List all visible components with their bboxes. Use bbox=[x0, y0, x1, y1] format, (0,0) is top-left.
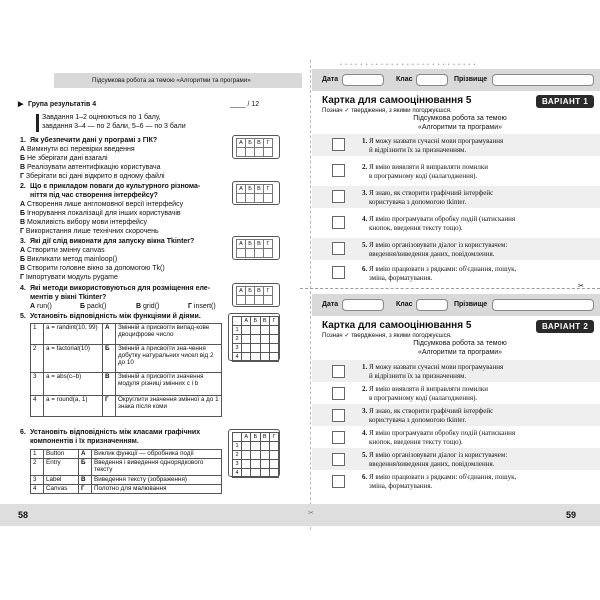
cut-line bbox=[300, 288, 600, 289]
q3-answer-box[interactable]: А Б В Г bbox=[232, 236, 280, 260]
left-page-number: 58 bbox=[18, 510, 29, 520]
q6-answer-grid[interactable]: А Б В Г 1 2 3 4 bbox=[228, 429, 280, 477]
checkbox-v1-5[interactable] bbox=[332, 242, 345, 255]
q6-number: 6. bbox=[20, 429, 26, 436]
page-fold-line bbox=[310, 60, 311, 530]
score-blank: ____ / 12 bbox=[230, 101, 260, 108]
date-field-2[interactable] bbox=[342, 299, 384, 311]
checkbox-v2-3[interactable] bbox=[332, 409, 345, 422]
stmt-v2-4: 4. Я вмію програмувати обробку подій (натискання кнопок, введення тексту тощо). bbox=[362, 429, 516, 446]
scissors-bottom-icon: ✂ bbox=[308, 510, 314, 517]
stmt-v2-5: 5. Я вмію організовувати діалог із користувачем: введення/виведення даних, повідомлення. bbox=[362, 451, 508, 468]
variant-1-badge: ВАРІАНТ 1 bbox=[536, 95, 594, 108]
checkbox-v1-4[interactable] bbox=[332, 216, 345, 229]
scoring-bar bbox=[36, 114, 39, 132]
q4-number: 4. bbox=[20, 285, 26, 292]
stmt-v1-4: 4. Я вмію програмувати обробку подій (натискання кнопок, введення тексту тощо). bbox=[362, 215, 516, 232]
stmt-v1-1: 1. Я можу назвати сучасні мови програмування й відрізнити їх за призначенням. bbox=[362, 137, 504, 154]
q1-number: 1. bbox=[20, 137, 26, 144]
checkbox-v1-1[interactable] bbox=[332, 138, 345, 151]
q4-line-1: Які методи використовуються для розміщення еле- bbox=[30, 285, 211, 292]
checkbox-v1-2[interactable] bbox=[332, 164, 345, 177]
q4-option-b: Б pack() bbox=[80, 303, 107, 310]
q4-line-2: ментів у вікні Tkinter? bbox=[30, 294, 107, 301]
group-marker-icon: ▶ bbox=[18, 101, 24, 108]
checkbox-v1-3[interactable] bbox=[332, 190, 345, 203]
q1-option-d: Г Зберігати всі дані відкрито в одному файлі bbox=[20, 173, 165, 180]
class-label-1: Клас bbox=[396, 76, 413, 83]
q3-text: Які дії слід виконати для запуску вікна Tkinter? bbox=[30, 238, 195, 245]
date-field-1[interactable] bbox=[342, 74, 384, 86]
stmt-v2-3: 3. Я знаю, як створити графічний інтерфейс користувача з допомогою tkinter. bbox=[362, 407, 494, 424]
q2-option-b: Б Ігнорування локалізації для інших користувачів bbox=[20, 210, 181, 217]
date-label-1: Дата bbox=[322, 76, 339, 83]
class-label-2: Клас bbox=[396, 301, 413, 308]
q2-answer-box[interactable]: А Б В Г bbox=[232, 181, 280, 205]
q2-number: 2. bbox=[20, 183, 26, 190]
left-footer-band bbox=[0, 504, 300, 526]
q4-answer-box[interactable]: А Б В Г bbox=[232, 283, 280, 307]
scissors-icon: ✂ bbox=[578, 283, 584, 290]
subtitle-1a: Підсумкова робота за темою bbox=[413, 115, 507, 122]
scoring-line-2: завдання 3–4 — по 2 бали, 5–6 — по 3 бали bbox=[42, 123, 186, 130]
scoring-line-1: Завдання 1–2 оцінюються по 1 балу, bbox=[42, 114, 161, 121]
q4-option-c: В grid() bbox=[136, 303, 160, 310]
class-field-1[interactable] bbox=[416, 74, 448, 86]
surname-label-1: Прізвище bbox=[454, 76, 488, 83]
q5-number: 5. bbox=[20, 313, 26, 320]
q2-option-c: В Можливість вибору мови інтерфейсу bbox=[20, 219, 147, 226]
q3-option-c: В Створити головне вікно за допомогою Tk() bbox=[20, 265, 165, 272]
q5-answer-grid[interactable]: А Б В Г 1 2 3 4 bbox=[228, 313, 280, 361]
q6-line-1: Установіть відповідність між класами графічних bbox=[30, 429, 201, 436]
q2-option-d: Г Використання лише технічних скорочень bbox=[20, 228, 159, 235]
q6-line-2: компонентів і їх призначенням. bbox=[30, 438, 139, 445]
card-title-2: Картка для самооцінювання 5 bbox=[322, 320, 472, 331]
date-label-2: Дата bbox=[322, 301, 339, 308]
class-field-2[interactable] bbox=[416, 299, 448, 311]
right-footer-band bbox=[300, 504, 600, 526]
dots-decoration-1: • • • • • • • • • • • • • • • • • • • • • • • • • • • bbox=[340, 62, 477, 68]
stmt-v1-2: 2. Я вмію виявляти й виправляти помилки в програмному коді (налагодження). bbox=[362, 163, 489, 180]
q3-option-a: А Створити змінну canvas bbox=[20, 247, 105, 254]
stmt-v1-3: 3. Я знаю, як створити графічний інтерфейс користувача з допомогою tkinter. bbox=[362, 189, 494, 206]
q4-option-d: Г insert() bbox=[188, 303, 216, 310]
q5-match-table: 1 a = randint(10, 99) А Змінній a присвоїти випад-кове двоцифрове число 2 a = factorial(10) Б Змінній a присвоїти зна-чення добутку натуральних чисел від 2 до 10 3 a = abs(c–b) В Змінній a присвоїти значення модуля різниці змінних c і b 4 a = round(a, 1) Г Округлити значення змінної a до 1 знака після коми bbox=[30, 323, 222, 417]
q1-answer-box[interactable]: А Б В Г bbox=[232, 135, 280, 159]
stmt-v1-6: 6. Я вмію працювати з рядками: об'єднання, пошук, зміна, форматування. bbox=[362, 265, 517, 282]
subtitle-2b: «Алгоритми та програми» bbox=[417, 349, 503, 356]
checkbox-v2-1[interactable] bbox=[332, 365, 345, 378]
card-title-1: Картка для самооцінювання 5 bbox=[322, 95, 472, 106]
surname-field-2[interactable] bbox=[492, 299, 594, 311]
q2-line-1: Що є прикладом поваги до культурного різнома- bbox=[30, 183, 201, 190]
q1-option-b: Б Не зберігати дані взагалі bbox=[20, 155, 108, 162]
checkbox-v2-6[interactable] bbox=[332, 475, 345, 488]
instruction-1: Познач ✓ твердження, з якими погоджуєшся. bbox=[322, 107, 452, 114]
right-page-number: 59 bbox=[566, 510, 577, 520]
instruction-2: Познач ✓ твердження, з якими погоджуєшся. bbox=[322, 332, 452, 339]
q5-text: Установіть відповідність між функціями й діями. bbox=[30, 313, 201, 320]
variant-2-badge: ВАРІАНТ 2 bbox=[536, 320, 594, 333]
stmt-v1-5: 5. Я вмію організовувати діалог із користувачем: введення/виведення даних, повідомлення. bbox=[362, 241, 508, 258]
left-header-title: Підсумкова робота за темою «Алгоритми та програми» bbox=[92, 77, 251, 84]
checkbox-v2-2[interactable] bbox=[332, 387, 345, 400]
q4-option-a: А run() bbox=[30, 303, 52, 310]
stmt-v2-1: 1. Я можу назвати сучасні мови програмування й відрізнити їх за призначенням. bbox=[362, 363, 504, 380]
subtitle-2a: Підсумкова робота за темою bbox=[413, 340, 507, 347]
q3-option-d: Г Імпортувати модуль pygame bbox=[20, 274, 118, 281]
surname-field-1[interactable] bbox=[492, 74, 594, 86]
q3-option-b: Б Викликати метод mainloop() bbox=[20, 256, 118, 263]
surname-label-2: Прізвище bbox=[454, 301, 488, 308]
q2-line-2: ніття під час створення інтерфейсу? bbox=[30, 192, 158, 199]
q1-option-c: В Реалізувати автентифікацію користувача bbox=[20, 164, 161, 171]
q2-option-a: А Створення лише англомовної версії інтерфейсу bbox=[20, 201, 184, 208]
stmt-v2-6: 6. Я вмію працювати з рядками: об'єднання, пошук, зміна, форматування. bbox=[362, 473, 517, 490]
q3-number: 3. bbox=[20, 238, 26, 245]
q6-match-table: 1 Button А Виклик функції — обробника події 2 Entry Б Введення і виведення однорядкового тексту 3 Label В Виведення тексту (зображення) 4 Canvas Г Полотно для малювання bbox=[30, 449, 222, 494]
subtitle-1b: «Алгоритми та програми» bbox=[417, 124, 503, 131]
group-label: Група результатів 4 bbox=[28, 101, 97, 108]
checkbox-v1-6[interactable] bbox=[332, 266, 345, 279]
q1-option-a: А Вимкнути всі перевірки введення bbox=[20, 146, 135, 153]
checkbox-v2-5[interactable] bbox=[332, 453, 345, 466]
checkbox-v2-4[interactable] bbox=[332, 431, 345, 444]
stmt-v2-2: 2. Я вмію виявляти й виправляти помилки в програмному коді (налагодження). bbox=[362, 385, 489, 402]
q1-text: Як убезпечити дані у програмі з ГІК? bbox=[30, 137, 158, 144]
